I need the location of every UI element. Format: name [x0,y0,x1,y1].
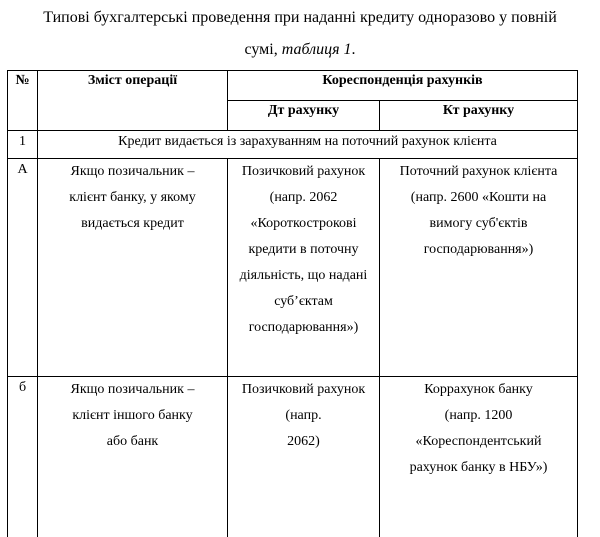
row-credit-account: Коррахунок банку (напр. 1200 «Кореспондентський рахунок банку в НБУ») [380,377,578,537]
row-debit-account: Позичковий рахунок (напр. 2062 «Короткострокові кредити в поточну діяльність, що надані суб’єктам господарювання») [228,159,380,377]
header-row [8,71,578,101]
caption-line-2 [0,34,600,66]
row-debit-account: Позичковий рахунок (напр. 2062) [228,377,380,537]
header-debit-account: Дт рахунку [228,101,380,131]
accounting-entries-table [7,70,578,537]
row-operation-content: Якщо позичальник – клієнт банку, у якому видається кредит [38,159,228,377]
caption-prefix: сумі, [244,41,282,58]
table-row [8,377,578,537]
caption-table-reference: таблиця 1 [281,41,352,58]
section-row [8,131,578,159]
section-description: Кредит видається із зарахуванням на поточний рахунок клієнта [38,131,578,159]
row-operation-content: Якщо позичальник – клієнт іншого банку або банк [38,377,228,537]
table-caption [0,2,600,66]
header-account-correspondence: Кореспонденція рахунків [228,71,578,101]
table-row [8,159,578,377]
header-number: № [8,71,38,131]
caption-line-1: Типові бухгалтерські проведення при наданні кредиту одноразово у повній [43,9,557,26]
row-number: б [8,377,38,537]
caption-suffix: . [351,41,356,58]
row-number: А [8,159,38,377]
section-number: 1 [8,131,38,159]
header-credit-account: Кт рахунку [380,101,578,131]
header-operation-content: Зміст операції [38,71,228,131]
row-credit-account: Поточний рахунок клієнта (напр. 2600 «Кошти на вимогу суб'єктів господарювання») [380,159,578,377]
